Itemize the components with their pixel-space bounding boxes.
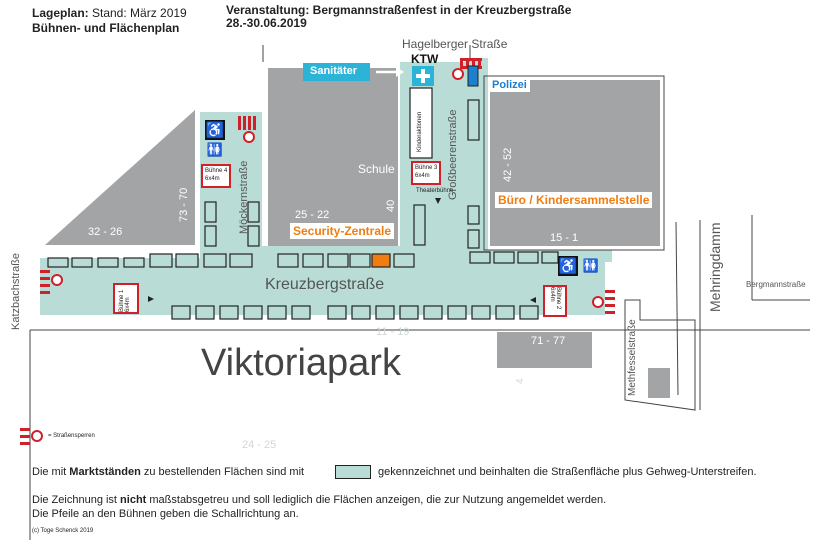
number-32-26: 32 - 26 [88, 226, 123, 238]
header-event: Veranstaltung: Bergmannstraßenfest in der Kreuzbergstraße [226, 3, 572, 17]
street-kreuzberg: Kreuzbergstraße [265, 276, 385, 293]
label-sanitaeter: Sanitäter [310, 65, 358, 77]
legend-line-1-pre: Die mit [32, 466, 70, 478]
legend-line-2-pre: Die Zeichnung ist [32, 494, 121, 506]
legend-line-2-bold: nicht [120, 494, 147, 506]
number-40: 40 [385, 199, 397, 212]
legend-line-3: Die Pfeile an den Bühnen geben die Schallrichtung an. [32, 508, 299, 520]
header-subtitle: Bühnen- und Flächenplan [32, 21, 180, 35]
stage-1-label: Bühne 1 6x4m [119, 289, 131, 312]
legend-stall-swatch [335, 465, 371, 479]
police-marker-icon [468, 66, 478, 86]
number-73-70: 73 - 70 [178, 187, 190, 222]
street-katzbach: Katzbachstraße [10, 252, 22, 330]
header-title-label: Lageplan: [32, 6, 89, 20]
street-methfessel: Methfesselstraße [627, 319, 638, 396]
legend-line-2-post: maßstabsgetreu und soll lediglich die Flächen anzeigen, die zur Nutzung angemeldet werden. [146, 494, 607, 506]
header-event-dates: 28.-30.06.2019 [226, 16, 307, 30]
number-42-52: 42 - 52 [502, 147, 514, 182]
number-24-25: 24 - 25 [242, 439, 277, 451]
stage-4-label: Bühne 4 6x4m [205, 168, 228, 182]
legend-line-1-bold: Marktständen [69, 466, 141, 478]
toilet-icon: 🚻 [206, 142, 224, 158]
block-42-52 [490, 80, 660, 246]
legend-line-1-mid: zu bestellenden Flächen sind mit [140, 466, 305, 478]
number-25-22: 25 - 22 [295, 209, 330, 221]
label-security: Security-Zentrale [290, 223, 394, 239]
toilet-icon: 🚻 [582, 258, 600, 274]
wheelchair-icon: ♿ [558, 258, 578, 275]
legend-line-2 [32, 494, 606, 506]
number-11-19: 11 - 19 [376, 326, 410, 338]
legend-line-1 [32, 466, 304, 478]
credit: (c) Toge Schenck 2019 [32, 528, 94, 534]
street-hagelberger: Hagelberger Straße [402, 37, 508, 51]
street-mehringdamm: Mehringdamm [707, 222, 723, 312]
label-theater: Theaterbühne [416, 188, 454, 194]
stage-3-label: Bühne 3 6x4m [415, 165, 438, 179]
number-71-77: 71 - 77 [531, 335, 566, 347]
block-32-26 [45, 110, 195, 245]
park-label: Viktoriapark [201, 342, 401, 384]
stage-2-label: Bühne 2 6x4m [549, 287, 561, 310]
barrier-legend-icon [20, 428, 42, 445]
header-date: Stand: März 2019 [92, 6, 187, 20]
number-4: 4 [515, 378, 526, 384]
label-kinderaktionen: Kinderaktionen [417, 111, 423, 152]
label-buero: Büro / Kindersammelstelle [495, 192, 652, 208]
street-moeckern: Möckernstraße [238, 160, 250, 234]
number-15-1: 15 - 1 [550, 232, 579, 244]
street-bergmann: Bergmannstraße [746, 280, 806, 289]
legend-line-1-post: gekennzeichnet und beinhalten die Straßenfläche plus Gehweg-Unterstreifen. [378, 466, 757, 478]
first-aid-cross-icon [412, 66, 434, 86]
street-grossbeeren: Großbeerenstraße [447, 109, 459, 200]
block-schule [268, 68, 398, 246]
label-ktw: KTW [411, 52, 439, 66]
legend-barrier: = Straßensperren [48, 433, 95, 439]
label-polizei: Polizei [489, 78, 530, 92]
wheelchair-icon: ♿ [205, 122, 225, 139]
label-schule: Schule [358, 162, 395, 176]
block-small [648, 368, 670, 398]
